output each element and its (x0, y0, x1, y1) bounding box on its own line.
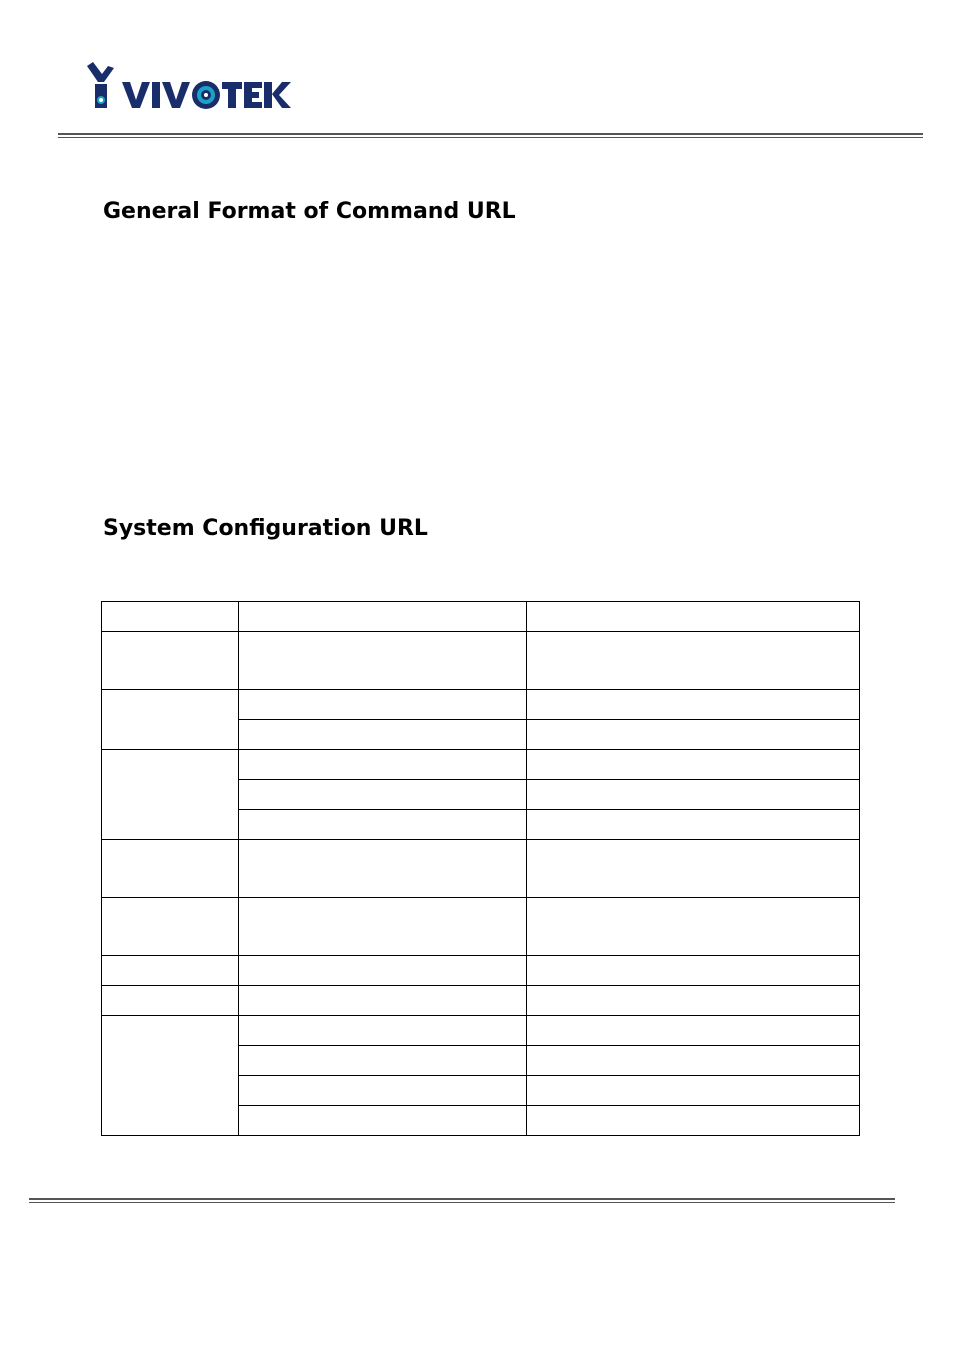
table-cell (527, 1076, 860, 1106)
table-row (102, 840, 860, 898)
table-cell (527, 632, 860, 690)
table-cell (239, 1016, 527, 1046)
table-cell (527, 780, 860, 810)
table-cell (239, 840, 527, 898)
footer-rule (29, 1198, 895, 1203)
table-cell (102, 602, 239, 632)
table-cell (102, 632, 239, 690)
table-cell (527, 750, 860, 780)
table-cell (527, 986, 860, 1016)
vivotek-logo (84, 60, 294, 116)
table-cell (102, 1016, 239, 1136)
table-cell (239, 720, 527, 750)
table-cell (102, 898, 239, 956)
table-cell (239, 690, 527, 720)
table-cell (527, 690, 860, 720)
section-title-general-format: General Format of Command URL (103, 199, 516, 224)
table-cell (239, 898, 527, 956)
table-row (102, 956, 860, 986)
header-rule (58, 133, 923, 138)
table-cell (239, 810, 527, 840)
table-cell (527, 1046, 860, 1076)
table-row (102, 986, 860, 1016)
table-cell (239, 1106, 527, 1136)
table-cell (102, 986, 239, 1016)
section-title-system-config: System Configuration URL (103, 516, 428, 541)
table-cell (527, 720, 860, 750)
table-cell (239, 986, 527, 1016)
table-cell (102, 750, 239, 840)
table-cell (527, 840, 860, 898)
table-row (102, 750, 860, 780)
table-cell (239, 956, 527, 986)
table-row (102, 632, 860, 690)
system-config-table (101, 601, 860, 1136)
table-cell (239, 1046, 527, 1076)
table-cell (239, 750, 527, 780)
table-cell (527, 810, 860, 840)
table-cell (527, 1106, 860, 1136)
table-cell (527, 956, 860, 986)
table-cell (102, 840, 239, 898)
table-cell (102, 690, 239, 750)
table-row (102, 898, 860, 956)
table-cell (239, 1076, 527, 1106)
table-cell (527, 602, 860, 632)
camera-icon (87, 62, 114, 108)
table-row (102, 1016, 860, 1046)
table-cell (527, 1016, 860, 1046)
table-row (102, 602, 860, 632)
table-cell (239, 780, 527, 810)
table-cell (102, 956, 239, 986)
table-row (102, 690, 860, 720)
table-cell (527, 898, 860, 956)
table-cell (239, 632, 527, 690)
table-cell (239, 602, 527, 632)
brand-wordmark (122, 81, 291, 109)
